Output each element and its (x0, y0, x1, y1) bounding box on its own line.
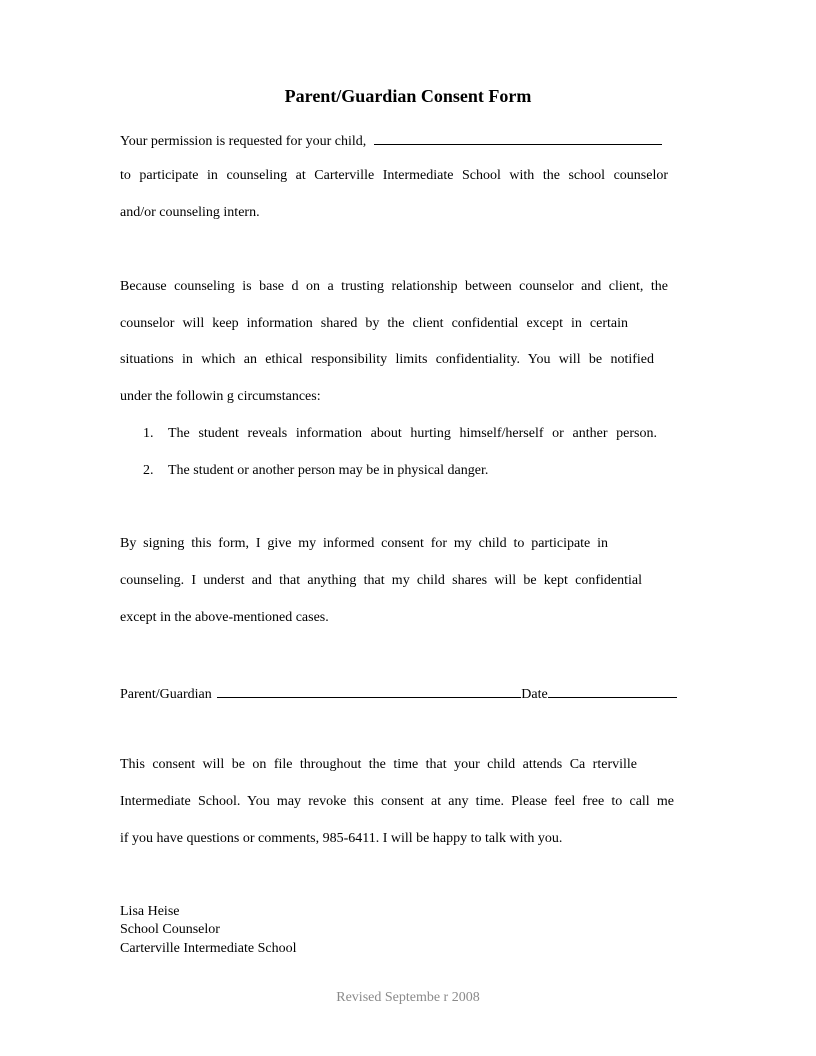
page-title: Parent/Guardian Consent Form (284, 86, 532, 106)
date-field[interactable] (548, 683, 677, 698)
consent-line-2: counseling. I underst and that anything that my child shares will be kept confidential (120, 573, 642, 588)
confidentiality-line-3: situations in which an ethical responsibility limits confidentiality. You will be notified (120, 352, 654, 367)
list-item-number: 2. (143, 463, 154, 478)
confidentiality-line-1: Because counseling is base d on a trusting relationship between counselor and client, the (120, 279, 668, 294)
confidentiality-line-2: counselor will keep information shared by the client confidential except in certain (120, 316, 628, 331)
intro-line-2: to participate in counseling at Carterville Intermediate School with the school counselor (120, 168, 668, 183)
list-item-number: 1. (143, 426, 154, 441)
list-item-text: The student or another person may be in physical danger. (168, 463, 489, 478)
counselor-name: Lisa Heise (120, 904, 180, 919)
date-label: Date (521, 687, 548, 702)
revision-footer: Revised Septembe r 2008 (336, 990, 480, 1005)
list-item-text: The student reveals information about hurting himself/herself or anther person. (168, 426, 657, 441)
closing-line-1: This consent will be on file throughout the time that your child attends Ca rterville (120, 757, 637, 772)
confidentiality-line-4: under the followin g circumstances: (120, 389, 321, 404)
counselor-title: School Counselor (120, 922, 220, 937)
counselor-school: Carterville Intermediate School (120, 941, 297, 956)
intro-text: Your permission is requested for your child, (120, 134, 367, 149)
consent-line-3: except in the above-mentioned cases. (120, 610, 329, 625)
closing-line-2: Intermediate School. You may revoke this consent at any time. Please feel free to call me (120, 794, 674, 809)
intro-line-3: and/or counseling intern. (120, 205, 260, 220)
intro-line-1 (120, 130, 680, 151)
signature-row (120, 683, 680, 704)
closing-line-3: if you have questions or comments, 985-6411. I will be happy to talk with you. (120, 831, 563, 846)
parent-guardian-label: Parent/Guardian (120, 687, 212, 702)
parent-signature-field[interactable] (217, 683, 521, 698)
child-name-field[interactable] (374, 130, 662, 145)
consent-line-1: By signing this form, I give my informed consent for my child to participate in (120, 536, 608, 551)
